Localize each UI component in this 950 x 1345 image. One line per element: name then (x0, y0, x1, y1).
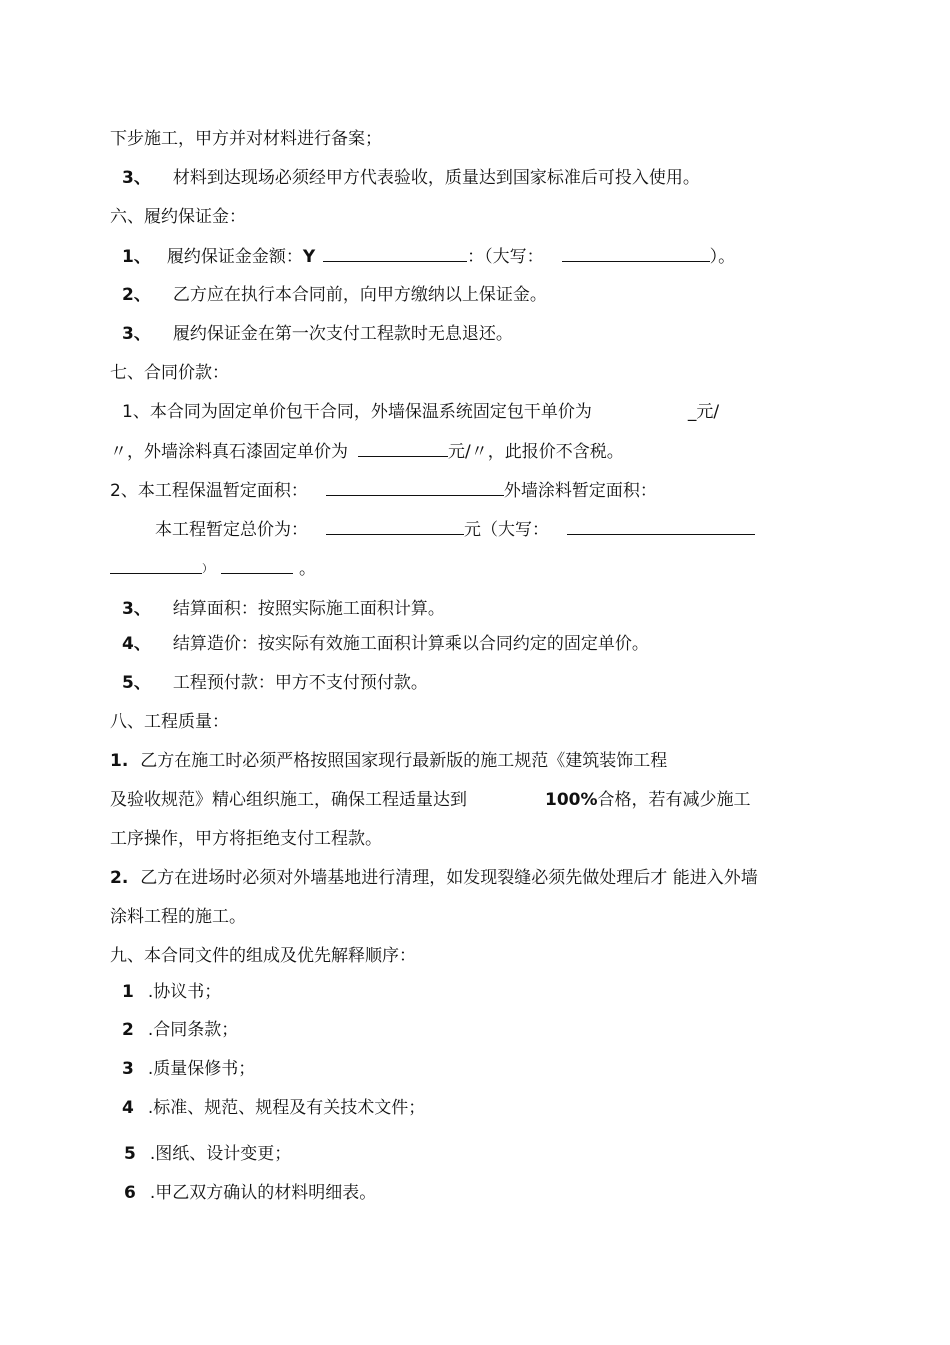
clause-text: 履约保证金金额： (166, 247, 303, 267)
doc-item (122, 1057, 255, 1081)
clause-material-acceptance (122, 166, 700, 190)
section-heading-quality: 八、工程质量： (110, 712, 229, 732)
clause-text: 2、本工程保温暂定面积： (110, 481, 308, 501)
clause-text: 元（大写： (464, 520, 549, 540)
line-paint-construction: 涂料工程的施工。 (110, 907, 246, 927)
line-estimated-total-price (155, 517, 755, 541)
doc-text: .协议书； (147, 982, 222, 1002)
clause-text: 〃，外墙涂料真石漆固定单价为 (110, 442, 348, 462)
doc-number: 2 (122, 1020, 134, 1040)
doc-number: 4 (122, 1098, 134, 1118)
doc-item (122, 1096, 425, 1120)
bond-amount-words-blank (562, 244, 710, 262)
doc-text: .甲乙双方确认的材料明细表。 (149, 1183, 377, 1203)
clause-settlement-cost (122, 632, 649, 656)
clause-text: 本工程暂定总价为： (155, 520, 308, 540)
doc-text: .标准、规范、规程及有关技术文件； (147, 1098, 426, 1118)
line-stone-paint-price (110, 439, 624, 463)
line-refuse-payment: 工序操作，甲方将拒绝支付工程款。 (110, 829, 382, 849)
clause-number: 1、 (122, 247, 151, 267)
doc-item (122, 980, 221, 1004)
clause-number: 3、 (122, 168, 151, 188)
doc-text: .合同条款； (147, 1020, 239, 1040)
clause-text: 1、本合同为固定单价包干合同，外墙保温系统固定包干单价为 (122, 402, 592, 422)
doc-number: 1 (122, 982, 134, 1002)
currency-symbol: Y (302, 247, 316, 267)
total-price-blank (326, 517, 464, 535)
clause-text: 工程预付款：甲方不支付预付款。 (172, 673, 428, 693)
clause-text: 。 (299, 559, 316, 579)
clause-text: ：（大写： (467, 247, 544, 267)
clause-number: 3、 (122, 599, 151, 619)
clause-text: ）。 (709, 247, 736, 267)
clause-text: 结算造价：按实际有效施工面积计算乘以合同约定的固定单价。 (172, 634, 649, 654)
total-price-words-blank (567, 517, 755, 535)
clause-text: 乙方在进场时必须对外墙基地进行清理，如发现裂缝必须先做处理后才 能进入外墙 (140, 868, 758, 888)
clause-text: 合格，若有减少施工 (597, 790, 751, 810)
clause-text: 履约保证金在第一次支付工程款时无息退还。 (172, 324, 513, 344)
clause-text: 乙方应在执行本合同前，向甲方缴纳以上保证金。 (172, 285, 547, 305)
pass-rate: 100% (545, 790, 598, 810)
clause-text: 结算面积：按照实际施工面积计算。 (172, 599, 445, 619)
clause-bond-amount (122, 244, 735, 268)
doc-item (124, 1142, 291, 1166)
clause-bond-payment (122, 283, 547, 307)
clause-number: 2、 (122, 285, 151, 305)
clause-wall-cleaning (110, 866, 758, 890)
clause-text: 材料到达现场必须经甲方代表验收，质量达到国家标准后可投入使用。 (172, 168, 700, 188)
section-heading-performance-bond: 六、履约保证金： (110, 207, 246, 227)
doc-text: .质量保修书； (147, 1059, 256, 1079)
doc-number: 5 (124, 1144, 136, 1164)
doc-item (124, 1181, 376, 1205)
clause-number: 1. (110, 751, 129, 771)
clause-number: 3、 (122, 324, 151, 344)
clause-fixed-unit-price (122, 400, 719, 424)
clause-number: 5、 (122, 673, 151, 693)
stone-paint-price-blank (358, 439, 448, 457)
section-heading-documents: 九、本合同文件的组成及优先解释顺序： (110, 946, 416, 966)
doc-number: 6 (124, 1183, 136, 1203)
clause-quality-standard (110, 749, 667, 773)
clause-estimated-area (110, 478, 657, 502)
bond-amount-blank (323, 244, 467, 262)
clause-number: 4、 (122, 634, 151, 654)
total-price-words-blank-2 (110, 556, 202, 574)
total-price-words-blank-3 (221, 556, 293, 574)
clause-bond-refund (122, 322, 513, 346)
line-construction-record: 下步施工，甲方并对材料进行备案； (110, 129, 382, 149)
line-total-price-continued (110, 556, 316, 580)
insulation-area-blank (326, 478, 504, 496)
section-heading-contract-price: 七、合同价款： (110, 363, 229, 383)
clause-number: 2. (110, 868, 129, 888)
clause-advance-payment (122, 671, 428, 695)
doc-item (122, 1018, 238, 1042)
clause-text: 及验收规范》精心组织施工，确保工程适量达到 (110, 790, 467, 810)
clause-text: 元/〃，此报价不含税。 (448, 442, 624, 462)
closing-paren: ） (202, 562, 213, 575)
line-quality-target (110, 788, 751, 812)
clause-text: _元/ (687, 402, 720, 422)
clause-settlement-area (122, 597, 445, 621)
doc-text: .图纸、设计变更； (149, 1144, 292, 1164)
doc-number: 3 (122, 1059, 134, 1079)
clause-text: 乙方在施工时必须严格按照国家现行最新版的施工规范《建筑装饰工程 (140, 751, 668, 771)
clause-text: 外墙涂料暂定面积： (503, 481, 657, 501)
